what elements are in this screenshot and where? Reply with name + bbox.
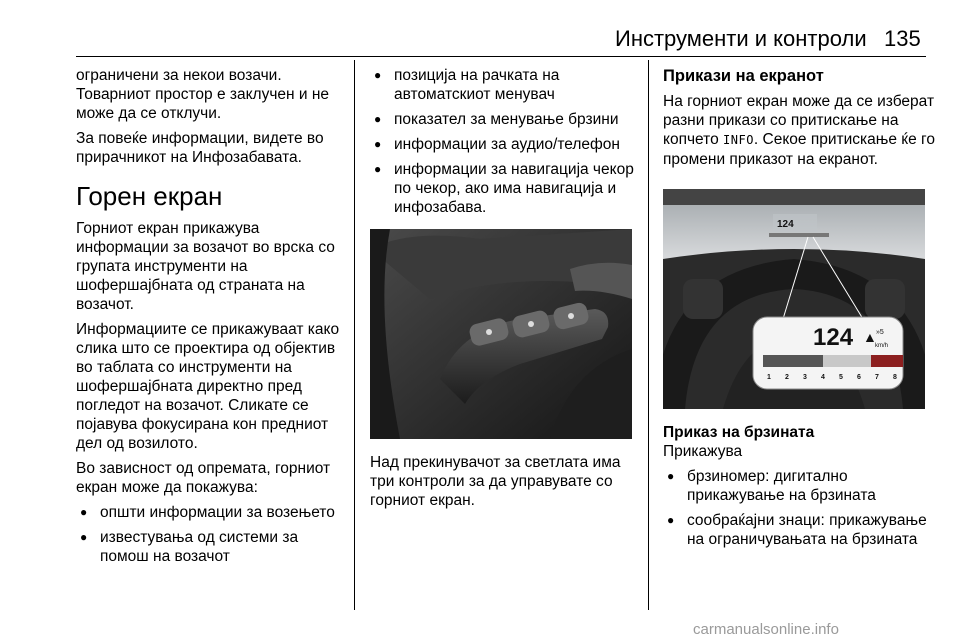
hud-gear-superscript: »5 [876,329,884,336]
hud-scale-tick: 1 [767,374,771,381]
column-2 [370,66,642,516]
column-divider-2 [648,60,649,610]
list-item: ● општи информации за возењето [76,503,348,522]
paragraph: На горниот екран може да се изберат разни прикази со притискање на копчето INFO. Секое притискање ќе го промени приказот на екранот. [663,93,935,168]
hud-scale-tick: 8 [893,374,897,381]
list-item: ● показател за менување брзини [370,110,642,129]
page-number: 135 [884,26,921,51]
paragraph: Во зависност од опремата, горниот екран може да покажува: [76,460,331,496]
list-item: ● сообраќајни знаци: прикажување на ограничувањата на брзината [663,511,935,549]
bullet-list [76,503,348,566]
hud-scale-tick: 6 [857,374,861,381]
figure-hud-photo [663,189,925,409]
column-divider-1 [354,60,355,610]
hud-small-speed: 124 [777,219,794,230]
paragraph: Горниот екран прикажува информации за возачот во врска со групата инструменти на шофершајбната од страната на возачот. [76,220,335,313]
list-item: ● известувања од системи за помош на возачот [76,528,348,566]
paragraph: Информациите се прикажуваат како слика што се проектира од објектив во таблата со инструменти на шофершајбната директно пред погледот на возачот. Сликате се појавува фокусирана кон предниот дел од возилото. [76,321,340,452]
column-1 [76,66,348,572]
hud-scale-tick: 7 [875,374,879,381]
hud-steering-illustration [663,189,925,409]
page-header [0,0,960,60]
section-title: Инструменти и контроли [615,26,867,51]
hud-scale-tick: 3 [803,374,807,381]
hud-speed-unit: km/h [875,343,889,349]
heading-display-views: Прикази на екранот [663,67,824,85]
bullet-list [370,66,642,217]
header-rule [76,56,926,57]
info-button-label: INFO [723,133,754,147]
hud-rev-bar [763,355,903,367]
figure-caption: Над прекинувачот за светлата има три контроли за да управувате со горниот екран. [370,454,621,509]
list-item: ● брзиномер: дигитално прикажување на брзината [663,467,935,505]
hud-speed-value: 124 [813,324,854,351]
paragraph: ограничени за некои возачи. Товарниот простор е заклучен и не може да се отклучи. [76,67,330,122]
hud-gear-marker: ▲ [863,329,877,345]
stalk-controls-illustration [370,229,632,439]
column-3 [663,66,935,555]
heading-upper-display: Горен екран [76,181,223,211]
list-item: ● информации за навигација чекор по чекор, ако има навигација и инфозабава. [370,160,642,217]
list-item: ● позиција на рачката на автоматскиот менувач [370,66,642,104]
bullet-list [663,467,935,549]
hud-scale-tick: 4 [821,374,825,381]
heading-speed-view: Приказ на брзината [663,424,815,441]
list-item: ● информации за аудио/телефон [370,135,642,154]
hud-scale-tick: 2 [785,374,789,381]
paragraph: За повеќе информации, видете во прирачникот на Инфозабавата. [76,130,324,166]
watermark: carmanualsonline.info [693,621,839,638]
figure-controls-photo [370,229,632,439]
hud-scale-tick: 5 [839,374,843,381]
paragraph: Прикажува [663,443,743,460]
